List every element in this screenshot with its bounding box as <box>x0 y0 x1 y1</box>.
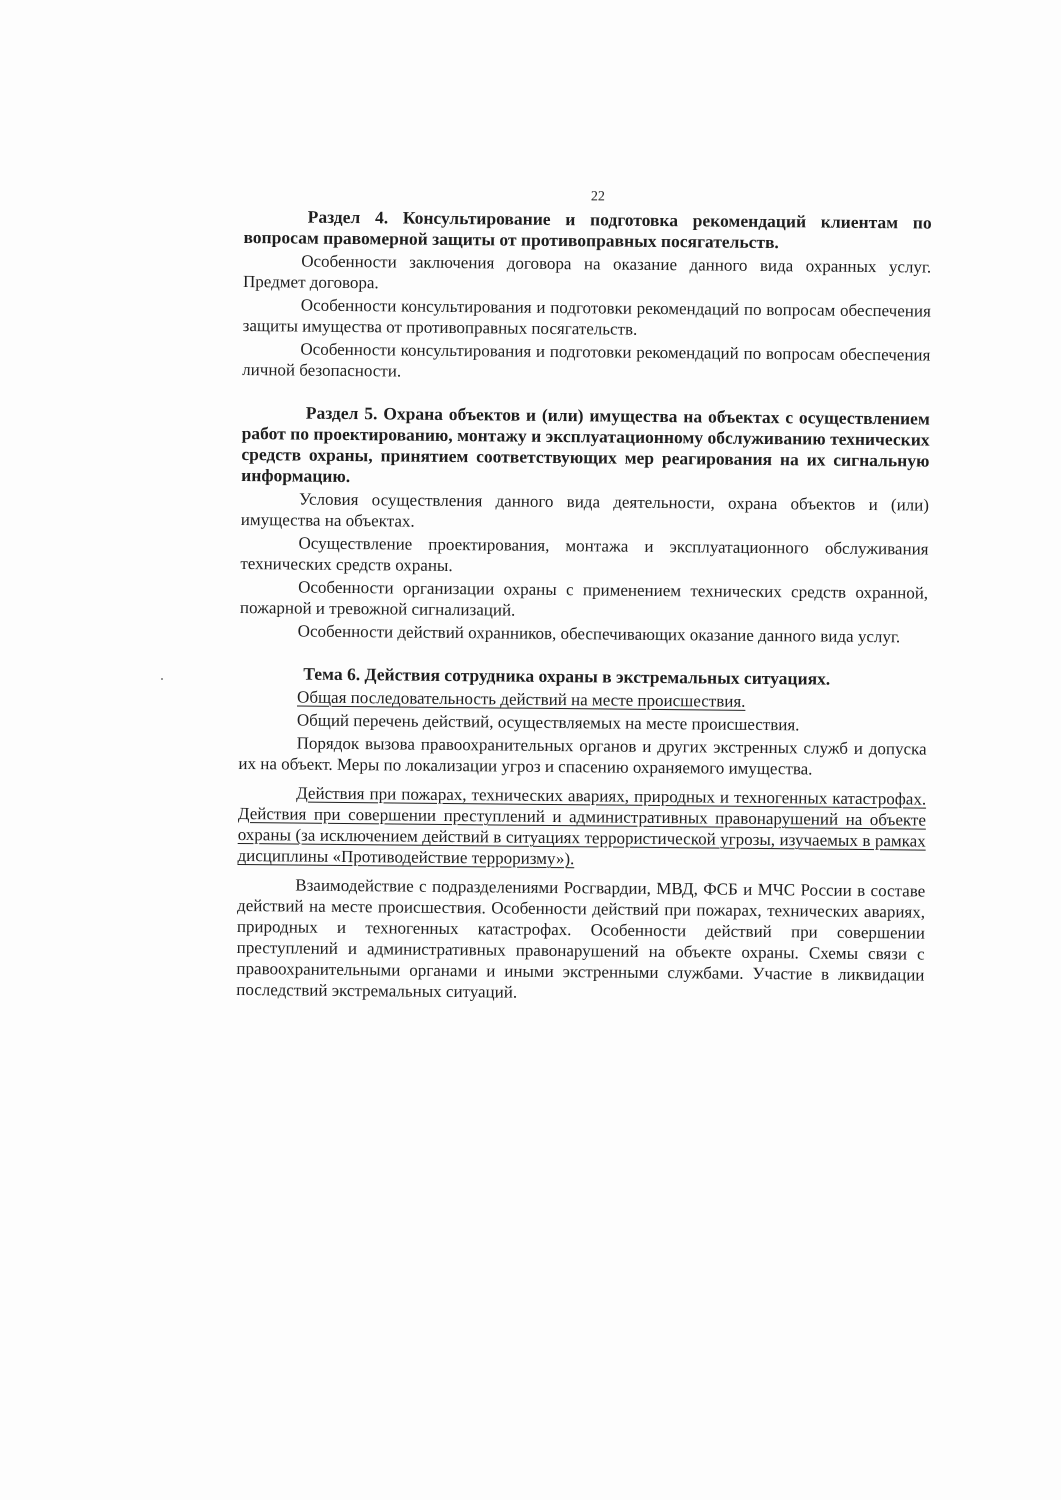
section-5 <box>240 402 930 648</box>
topic-6-paragraph: Порядок вызова правоохранительных органов и других экстренных служб и допуска их на объект. Меры по локализации угроз и спасению охраняемого имущества. <box>238 733 927 779</box>
section-4-paragraph: Особенности консультирования и подготовки рекомендаций по вопросам обеспечения защиты имущества от противоправных посягательств. <box>242 295 931 339</box>
section-4-heading: Раздел 4. Консультирование и подготовка рекомендаций клиентам по вопросам правомерной защиты от противоправных посягательств. <box>243 206 932 253</box>
topic-6 <box>236 663 927 1007</box>
topic-6-paragraph: Общий перечень действий, осуществляемых на месте происшествия. <box>296 710 800 735</box>
topic-6-paragraph: Взаимодействие с подразделениями Росгвардии, МВД, ФСБ и МЧС России в составе действий на месте происшествия. Особенности действий при пожарах, технических авариях, природных и техногенных катастрофах. Особенности действий при совершении преступлений и административных правонарушений на объекте охраны. Схемы связи с правоохранительными органами и иными экстренными службами. Участие в ликвидации последствий экстремальных ситуаций. <box>236 875 926 1002</box>
topic-6-subheading-text: Общая последовательность действий на месте происшествия. <box>297 687 746 711</box>
section-4-paragraph: Особенности заключения договора на оказание данного вида охранных услуг. Предмет договора. <box>242 251 932 293</box>
section-5-heading: Раздел 5. Охрана объектов и (или) имущества на объектах с осуществлением работ по проектированию, монтажу и эксплуатационному обслуживанию технических средств охраны, принятием соответствующих мер реагирования на их сигнальную информацию. <box>241 402 930 487</box>
page-number: 22 <box>590 189 605 205</box>
scan-speck <box>161 678 163 680</box>
section-5-paragraph: Условия осуществления данного вида деятельности, охрана объектов и (или) имущества на объектах. <box>240 489 930 531</box>
topic-6-heading: Тема 6. Действия сотрудника охраны в экстремальных ситуациях. <box>303 663 831 689</box>
section-5-paragraph: Осуществление проектирования, монтажа и эксплуатационного обслуживания технических средств охраны. <box>240 533 929 576</box>
section-5-paragraph: Особенности действий охранников, обеспечивающих оказание данного вида услуг. <box>297 621 901 647</box>
topic-6-underlined-paragraph <box>237 782 926 873</box>
topic-6-underlined-text: Действия при пожарах, технических авариях, природных и техногенных катастрофах. Действия при совершении преступлений и административных правонарушений на объекте охраны (за исключением действий в ситуациях террористической угрозы, изучаемых в рамках дисциплины «Противодействие терроризму»). <box>237 783 927 869</box>
section-4 <box>242 206 932 387</box>
section-5-paragraph: Особенности организации охраны с применением технических средств охранной, пожарной и тревожной сигнализаций. <box>239 577 929 620</box>
section-4-paragraph: Особенности консультирования и подготовки рекомендаций по вопросам обеспечения личной безопасности. <box>242 339 931 381</box>
page-content <box>236 186 932 1029</box>
